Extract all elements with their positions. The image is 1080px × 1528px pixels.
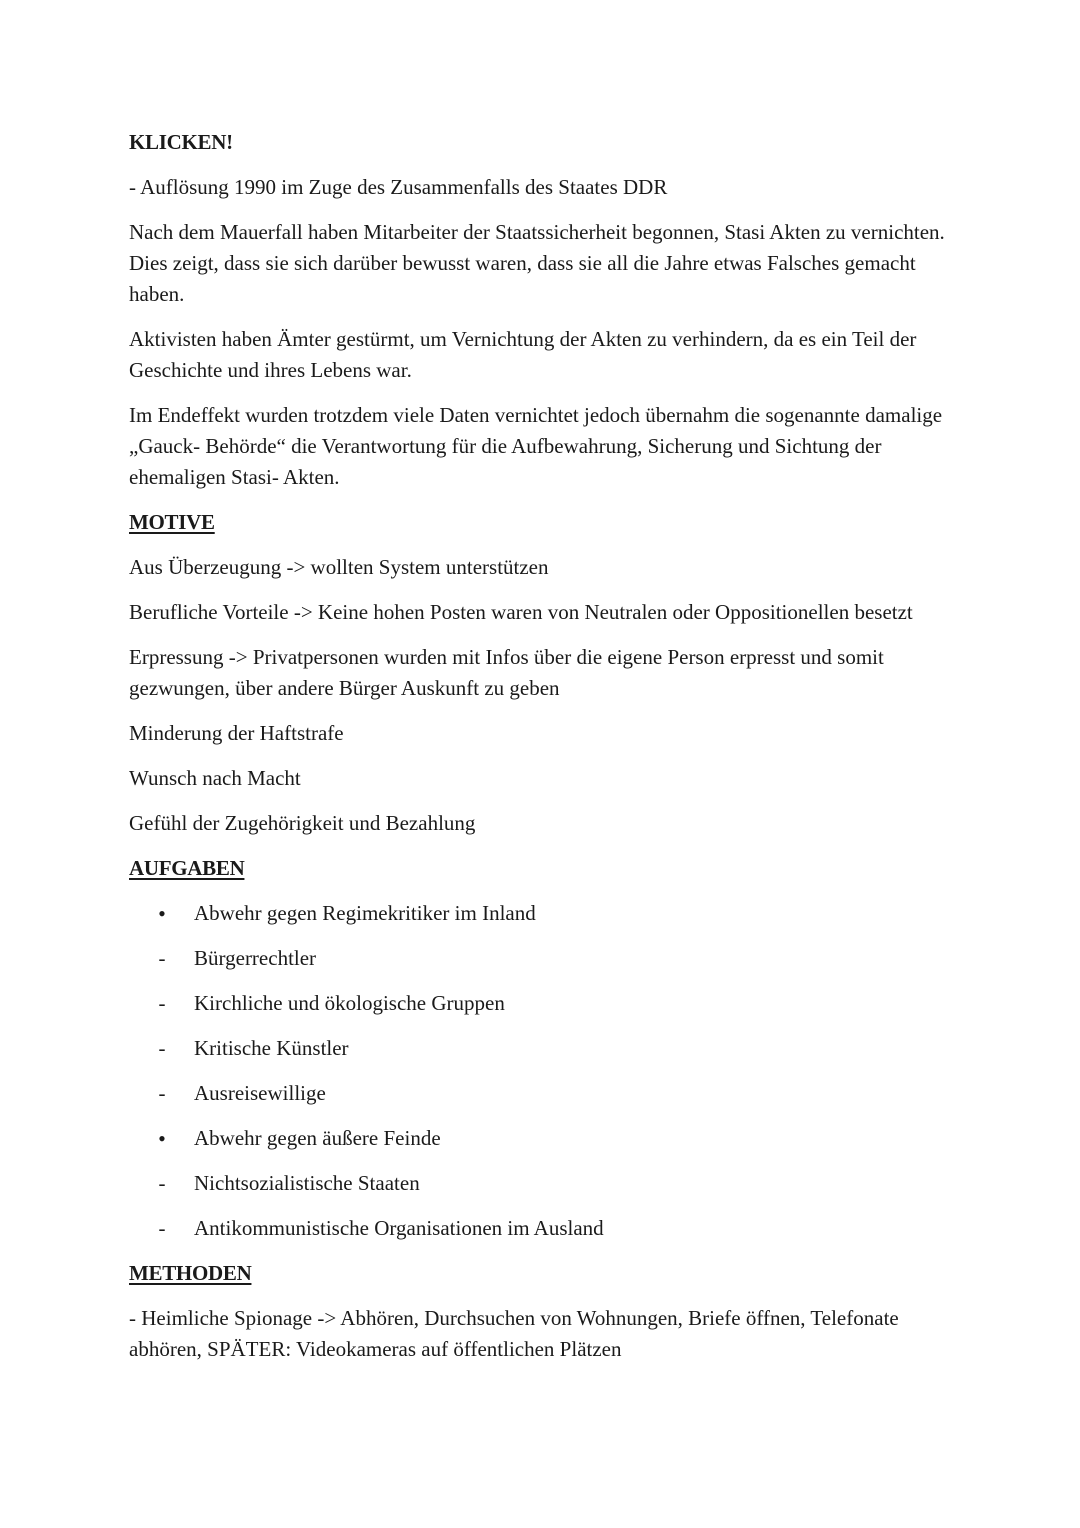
motive-zugehoerigkeit: Gefühl der Zugehörigkeit und Bezahlung (129, 811, 476, 835)
list-item (129, 1213, 959, 1244)
methoden-spionage: - Heimliche Spionage -> Abhören, Durchsuchen von Wohnungen, Briefe öffnen, Telefonate abhören, SPÄTER: Videokameras auf öffentlichen Plätzen (129, 1306, 899, 1361)
dash-icon (155, 1078, 169, 1109)
bullet-icon (155, 1123, 169, 1155)
dash-icon (155, 1168, 169, 1199)
document-body (129, 127, 959, 1379)
list-item (129, 988, 959, 1019)
dash-icon (155, 988, 169, 1019)
list-item-label: Abwehr gegen äußere Feinde (194, 1126, 441, 1150)
list-item-label: Bürgerrechtler (194, 946, 317, 970)
heading-motive: MOTIVE (129, 510, 215, 534)
heading-methoden: METHODEN (129, 1261, 252, 1285)
paragraph-mauerfall: Nach dem Mauerfall haben Mitarbeiter der Staatssicherheit begonnen, Stasi Akten zu vernichten. Dies zeigt, dass sie sich darüber bewusst waren, dass sie all die Jahre etwas Falsches gemacht haben. (129, 220, 945, 306)
list-item (129, 1033, 959, 1064)
list-item-label: Kritische Künstler (194, 1036, 349, 1060)
paragraph-aufloesung: - Auflösung 1990 im Zuge des Zusammenfalls des Staates DDR (129, 175, 668, 199)
paragraph-endeffekt: Im Endeffekt wurden trotzdem viele Daten vernichtet jedoch übernahm die sogenannte damalige „Gauck- Behörde“ die Verantwortung für die Aufbewahrung, Sicherung und Sichtung der ehemaligen Stasi- Akten. (129, 403, 943, 489)
motive-macht: Wunsch nach Macht (129, 766, 301, 790)
motive-erpressung: Erpressung -> Privatpersonen wurden mit Infos über die eigene Person erpresst und somit gezwungen, über andere Bürger Auskunft zu geben (129, 645, 884, 700)
dash-icon (155, 1033, 169, 1064)
motive-haftstrafe: Minderung der Haftstrafe (129, 721, 344, 745)
bullet-icon (155, 898, 169, 930)
list-item (129, 1078, 959, 1109)
list-item (129, 1123, 959, 1154)
paragraph-aktivisten: Aktivisten haben Ämter gestürmt, um Vernichtung der Akten zu verhindern, da es ein Teil der Geschichte und ihres Lebens war. (129, 327, 917, 382)
aufgaben-list (129, 898, 959, 1244)
list-item-label: Nichtsozialistische Staaten (194, 1171, 420, 1195)
dash-icon (155, 1213, 169, 1244)
list-item-label: Kirchliche und ökologische Gruppen (194, 991, 505, 1015)
heading-aufgaben: AUFGABEN (129, 856, 245, 880)
list-item-label: Antikommunistische Organisationen im Ausland (194, 1216, 604, 1240)
motive-ueberzeugung: Aus Überzeugung -> wollten System unterstützen (129, 555, 549, 579)
motive-berufliche-vorteile: Berufliche Vorteile -> Keine hohen Posten waren von Neutralen oder Oppositionellen besetzt (129, 600, 913, 624)
list-item (129, 898, 959, 929)
heading-klicken: KLICKEN! (129, 130, 233, 154)
list-item-label: Abwehr gegen Regimekritiker im Inland (194, 901, 536, 925)
list-item (129, 1168, 959, 1199)
dash-icon (155, 943, 169, 974)
list-item-label: Ausreisewillige (194, 1081, 326, 1105)
list-item (129, 943, 959, 974)
